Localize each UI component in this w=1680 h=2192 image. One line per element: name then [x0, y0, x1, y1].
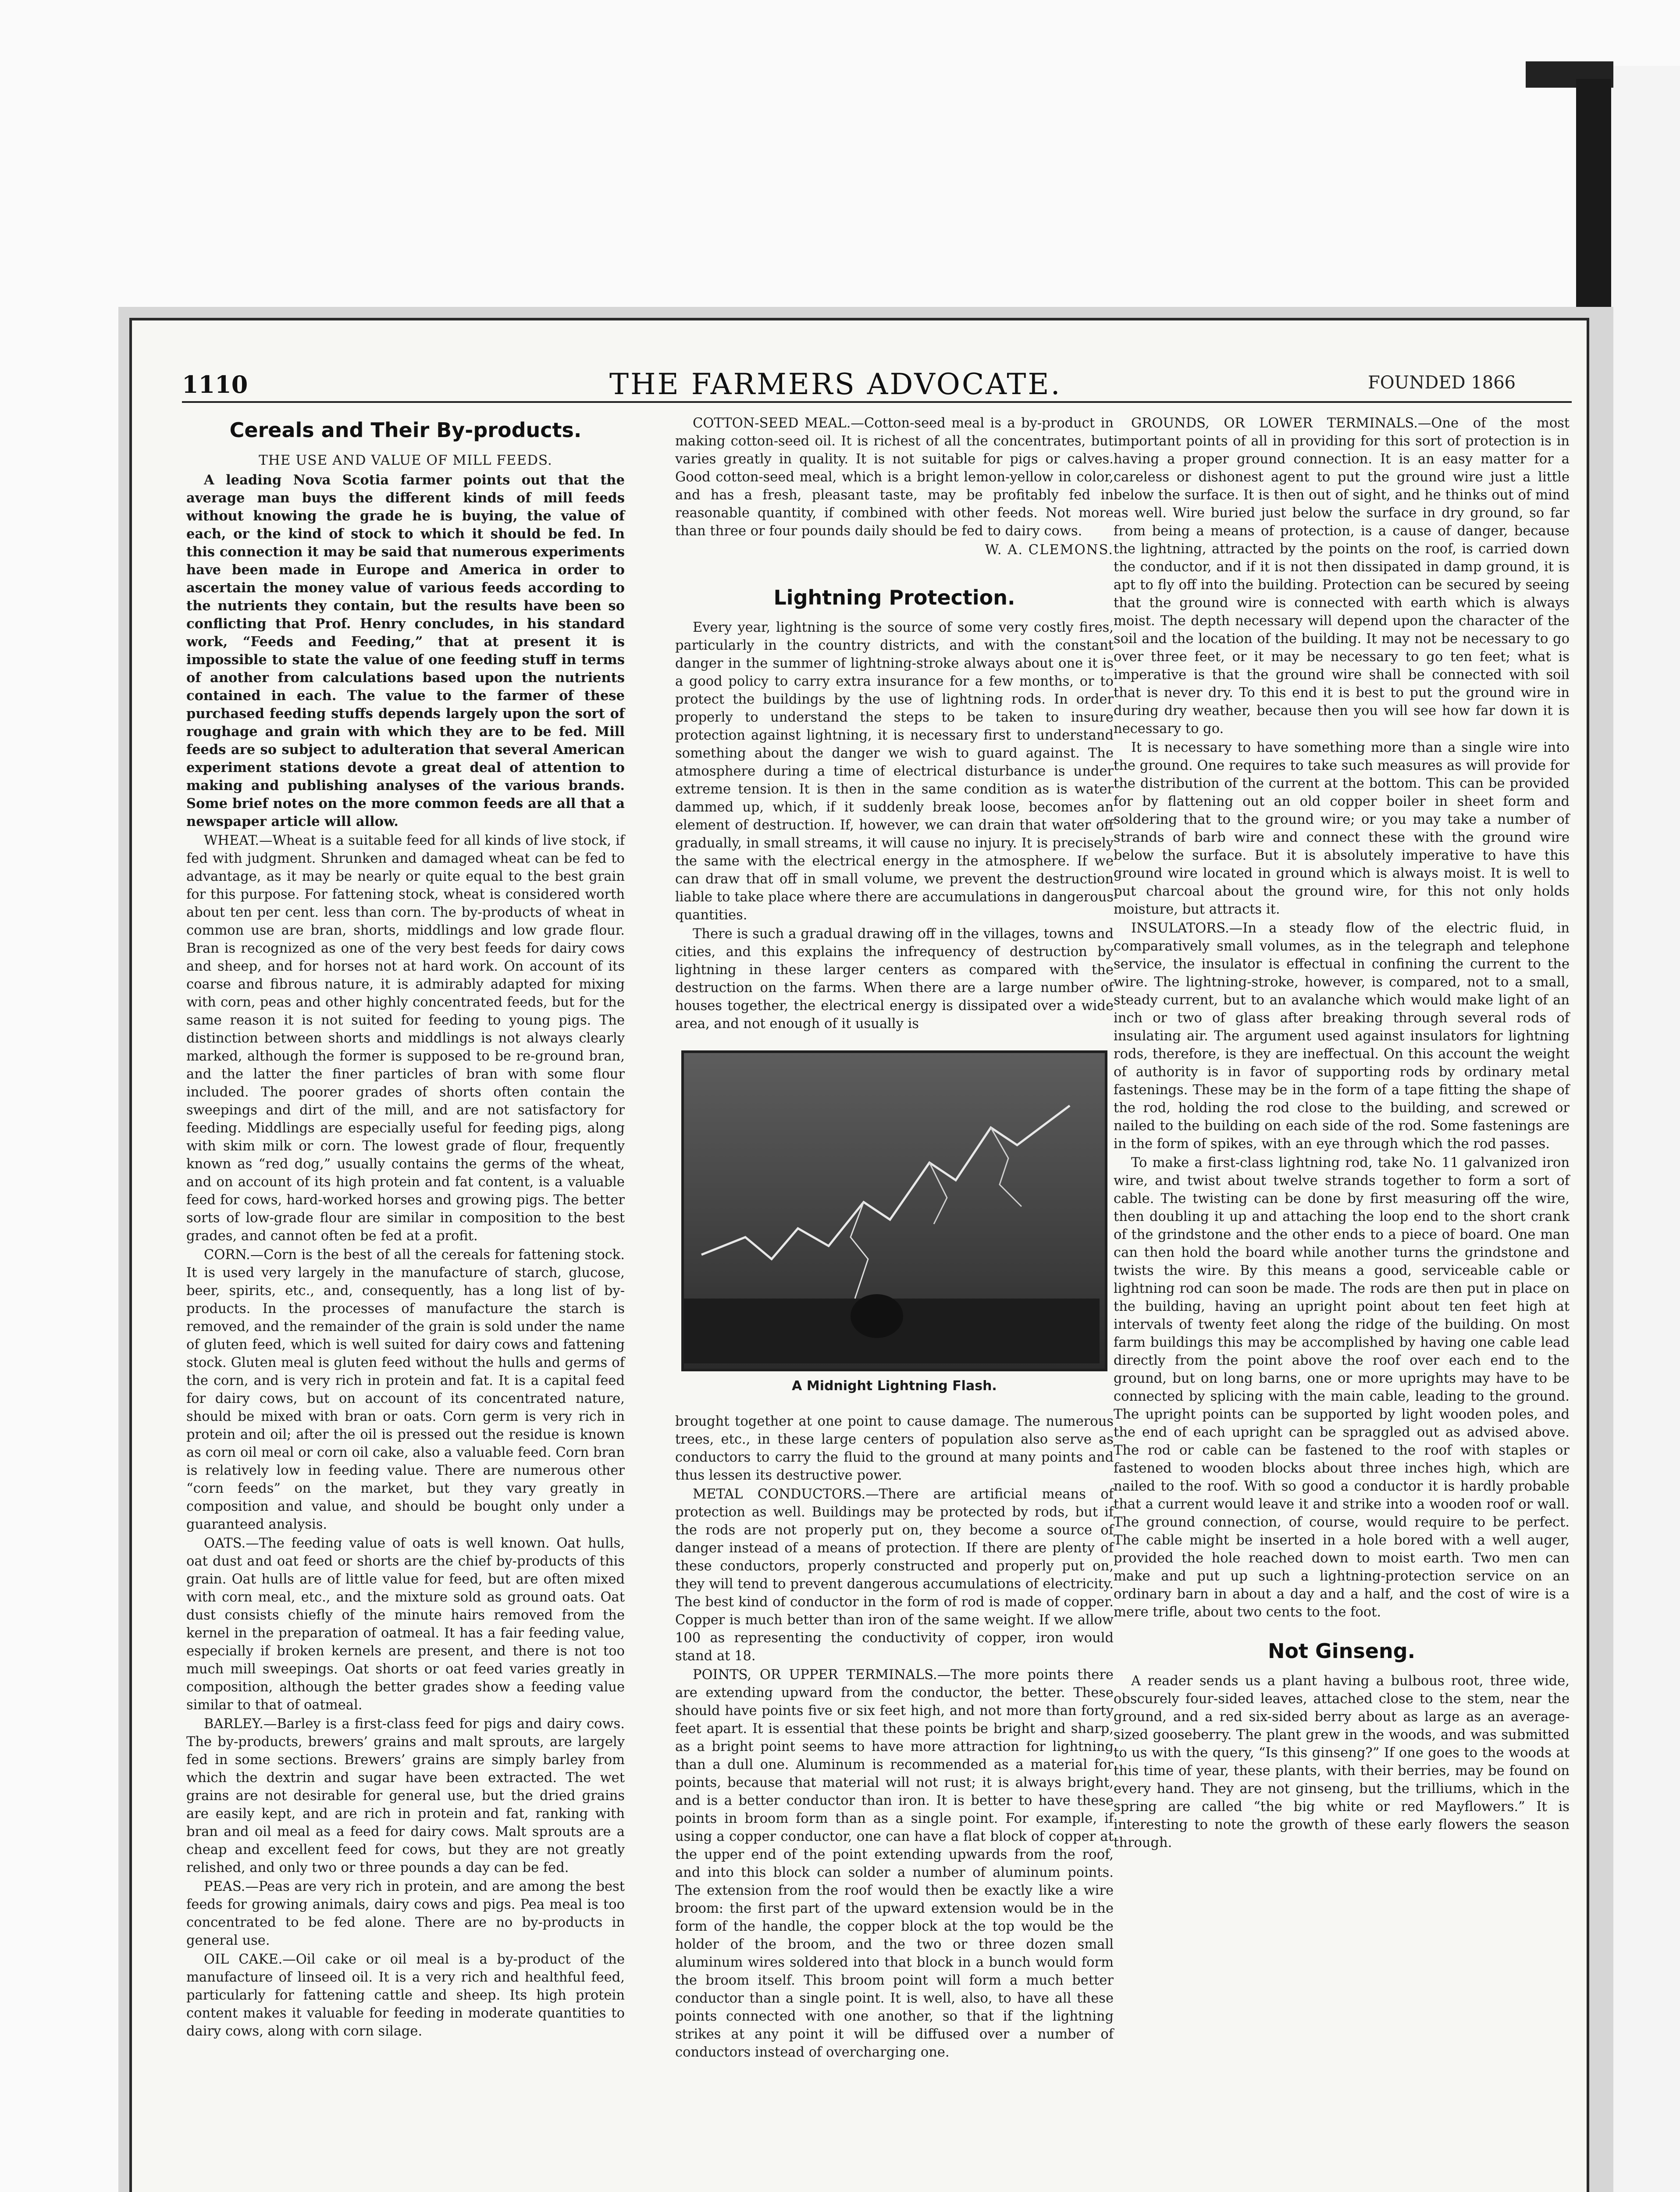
article-subtitle: THE USE AND VALUE OF MILL FEEDS. — [259, 452, 552, 468]
article-paragraph: POINTS, OR UPPER TERMINALS.—The more points there are extending upward from the conductor, the better. These should have points five or six feet high, and not more than forty feet apart. It is essential that these points be bright and sharp, as a bright point seems to have more attraction for lightning than a dull one. Aluminum is recommended as a material for points, because that material will not rust; it is always bright, and is a better conductor than iron. It is better to have these points in broom form than as a single point. For example, if using a copper conductor, one can have a flat block of copper at the upper end of the point extending upwards from the roof, and into this block can solder a number of aluminum points. The extension from the roof would then be exactly like a wire broom: the first part of the upward extension would be in the form of the handle, the copper block at the top would be the holder of the broom, and the two or three dozen small aluminum wires soldered into that block in a bunch would form the broom itself. This broom point will form a much better conductor than a single point. It is well, also, to have all these points connected with one another, so that if the lightning strikes at any point it will be diffused over a number of conductors instead of overcharging one. — [675, 1667, 1114, 2060]
article-paragraph: OIL CAKE.—Oil cake or oil meal is a by-product of the manufacture of linseed oil. It is a very rich and healthful feed, particularly for fattening cattle and sheep. Its high protein content makes it valuable for feeding in moderate quantities to dairy cows, along with corn silage. — [186, 1952, 625, 2039]
article-paragraph: BARLEY.—Barley is a first-class feed for pigs and dairy cows. The by-products, brewers’ grains and malt sprouts, are largely fed in some sections. Brewers’ grains are simply barley from which the dextrin and sugar have been extracted. The wet grains are not desirable for general use, but the dried grains are easily kept, and are rich in protein and fat, ranking with bran and oil meal as a feed for dairy cows. Malt sprouts are a cheap and excellent feed for cows, but they are not greatly relished, and only two or three pounds a day can be fed. — [186, 1716, 625, 1875]
article-signature: W. A. CLEMONS. — [985, 542, 1114, 558]
article-paragraph: To make a first-class lightning rod, take No. 11 galvanized iron wire, and twist about twelve strands together to form a sort of cable. The twisting can be done by first measuring off the wire, then doubling it up and attaching the loop end to the short crank of the grindstone and the other ends to a piece of board. One man can then hold the board while another turns the grindstone and twists the wire. By this means a good, serviceable cable or lightning rod can soon be made. The rods are then put in place on the building, having an upright point about ten feet high at intervals of twenty feet along the ridge of the building. On most farm buildings this may be accomplished by having one cable lead directly from the point above the roof over each end to the ground, but on long barns, one or more uprights may have to be connected by splicing with the main cable, leading to the ground. The upright points can be supported by light wooden poles, and the end of each upright can be spraggled out as advised above. The rod or cable can be fastened to the roof with staples or fastened to wooden blocks about three inches high, which are nailed to the roof. With so good a conductor it is hardly probable that a current would leave it and strike into a wooden roof or wall. The ground connection, of course, would require to be perfect. The cable might be inserted in a hole bored with a well auger, provided the hole reached down to moist earth. Two men can make and put up such a lightning-protection service on an ordinary barn in about a day and a half, and the cost of wire is a mere trifle, about two cents to the foot. — [1114, 1155, 1570, 1620]
column-2 — [675, 414, 1114, 2062]
article-paragraph: INSULATORS.—In a steady flow of the electric fluid, in comparatively small volumes, as in the telegraph and telephone service, the insulator is effectual in confining the current to the wire. The lightning-stroke, however, is compared, not to a small, steady current, but to an avalanche which would make light of an inch or two of glass after breaking through several rods of insulating air. The argument used against insulators for lightning rods, therefore, is they are ineffectual. On this account the weight of authority is in favor of supporting rods by ordinary metal fastenings. These may be in the form of a tape fitting the shape of the rod, holding the rod close to the building, and screwed or nailed to the building on each side of the rod. Some fastenings are in the form of spikes, with an eye through which the rod passes. — [1114, 921, 1570, 1152]
article-paragraph: There is such a gradual drawing off in the villages, towns and cities, and this explains the infrequency of destruction by lightning in these larger centers as compared with the destruction on the farms. When there are a large number of houses together, the electrical energy is dissipated over a wide area, and not enough of it usually is — [675, 926, 1114, 1032]
article-paragraph: brought together at one point to cause damage. The numerous trees, etc., in these large centers of population also serve as conductors to carry the fluid to the ground at many points and thus lessen its destructive power. — [675, 1414, 1114, 1483]
adjacent-page-strip — [1611, 66, 1680, 2192]
article-paragraph: It is necessary to have something more than a single wire into the ground. One requires to take such measures as will provide for the distribution of the current at the bottom. This can be provided for by flattening out an old copper boiler in sheet form and soldering that to the ground wire; or you may take a number of strands of barb wire and connect these with the ground wire below the surface. But it is absolutely imperative to have this ground wire located in ground which is always moist. It is well to put charcoal about the ground wire, for this not only holds moisture, but attracts it. — [1114, 740, 1570, 917]
lightning-bolt-icon — [684, 1053, 1100, 1363]
article-title-ginseng: Not Ginseng. — [1267, 1639, 1416, 1663]
article-paragraph: A reader sends us a plant having a bulbous root, three wide, obscurely four-sided leaves, attached close to the stem, near the ground, and a red six-sided berry about as large as an average-sized gooseberry. The plant grew in the woods, and was submitted to us with the query, “Is this ginseng?” If one goes to the woods at this time of year, these plants, with their berries, may be found on every hand. They are not ginseng, but the trilliums, which in the spring are called “the big white or red Mayflowers.” It is interesting to note the growth of these early flowers the season through. — [1114, 1673, 1570, 1850]
photo-caption: A Midnight Lightning Flash. — [792, 1378, 997, 1394]
journal-title: THE FARMERS ADVOCATE. — [609, 367, 1062, 401]
lightning-photo — [681, 1050, 1107, 1371]
article-paragraph: PEAS.—Peas are very rich in protein, and are among the best feeds for growing animals, dairy cows and pigs. Pea meal is too concentrated to be fed alone. There are no by-products in general use. — [186, 1879, 625, 1948]
column-1 — [186, 414, 625, 2041]
article-paragraph: A leading Nova Scotia farmer points out that the average man buys the different kinds of mill feeds without knowing the grade he is buying, the value of each, or the kind of stock to which it should be fed. In this connection it may be said that numerous experiments have been made in Europe and America in order to ascertain the money value of various feeds according to the nutrients they contain, but the results have been so conflicting that Prof. Henry concludes, in his standard work, “Feeds and Feeding,” that at present it is impossible to state the value of one feeding stuff in terms of another from calculations based upon the nutrients contained in each. The value to the farmer of these purchased feeding stuffs depends largely upon the sort of roughage and grain with which they are to be fed. Mill feeds are so subject to adulteration that several American experiment stations devote a great deal of attention to making and publishing analyses of the various brands. Some brief notes on the more common feeds are all that a newspaper article will allow. — [186, 472, 625, 829]
article-title-lightning: Lightning Protection. — [773, 586, 1015, 609]
article-paragraph: Every year, lightning is the source of some very costly fires, particularly in the country districts, and with the constant danger in the summer of lightning-stroke always about one it is a good policy to carry extra insurance for a few months, or to protect the buildings by the use of lightning rods. In order properly to understand the steps to be taken to insure protection against lightning, it is necessary first to understand something about the danger we wish to guard against. The atmosphere during a time of electrical disturbance is under extreme tension. It is then in the same condition as is water dammed up, which, if it suddenly break loose, becomes an element of destruction. If, however, we can drain that water off gradually, in small streams, it will cause no injury. It is precisely the same with the electrical energy in the atmosphere. If we can draw that off in small volume, we prevent the destruction liable to take place where there are accumulations in dangerous quantities. — [675, 620, 1114, 923]
article-paragraph: GROUNDS, OR LOWER TERMINALS.—One of the most important points of all in providing for this sort of protection is in having a proper ground connection. It is an easy matter for a careless or dishonest agent to put the ground wire just a little below the surface. It is then out of sight, and he thinks out of mind as well. Wire buried just below the surface in dry ground, so far from being a means of protection, is a cause of danger, because the lightning, attracted by the points on the roof, is carried down the conductor, and if it is not then dissipated in damp ground, it is apt to fly off into the building. Protection can be secured by seeing that the ground wire is connected with earth which is always moist. The depth necessary will depend upon the character of the soil and the location of the building. It may not be necessary to go over three feet, or it may be necessary to go ten feet; what is imperative is that the ground wire shall be connected with soil that is never dry. To this end it is best to put the ground wire in during dry weather, because then you will see how far down it is necessary to go. — [1114, 416, 1570, 737]
article-paragraph: WHEAT.—Wheat is a suitable feed for all kinds of live stock, if fed with judgment. Shrunken and damaged wheat can be fed to advantage, as it may be nearly or quite equal to the best grain for this purpose. For fattening stock, wheat is considered worth about ten per cent. less than corn. The by-products of wheat in common use are bran, shorts, middlings and low grade flour. Bran is recognized as one of the very best feeds for dairy cows and sheep, and for horses not at hard work. On account of its coarse and fibrous nature, it is admirably adapted for mixing with corn, peas and other highly concentrated feeds, but for the same reason it is not suited for feeding to young pigs. The distinction between shorts and middlings is not always clearly marked, although the former is supposed to be re-ground bran, and the latter the finer particles of bran with some flour included. The poorer grades of shorts often contain the sweepings and dirt of the mill, and are not satisfactory for feeding. Middlings are especially useful for feeding pigs, along with skim milk or corn. The lowest grade of flour, frequently known as “red dog,” usually contains the germs of the wheat, and on account of its high protein and fat content, is a valuable feed for cows, hard-worked horses and growing pigs. The better sorts of low-grade flour are similar in composition to the best grades, and cannot often be fed at a profit. — [186, 833, 625, 1244]
article-paragraph: COTTON-SEED MEAL.—Cotton-seed meal is a by-product in making cotton-seed oil. It is richest of all the concentrates, but varies greatly in quality. It is not suitable for pigs or calves. Good cotton-seed meal, which is a bright lemon-yellow in color, and has a fresh, pleasant taste, may be profitably fed in reasonable quantity, if combined with other feeds. Not more than three or four pounds daily should be fed to dairy cows. — [675, 416, 1114, 539]
founded-line: FOUNDED 1866 — [1368, 373, 1516, 393]
page-number: 1110 — [182, 370, 248, 399]
article-title-cereals: Cereals and Their By-products. — [229, 418, 582, 442]
article-paragraph: OATS.—The feeding value of oats is well known. Oat hulls, oat dust and oat feed or shorts are the chief by-products of this grain. Oat hulls are of little value for feed, but are often mixed with corn meal, etc., and the mixture sold as ground oats. Oat dust consists chiefly of the minute hairs removed from the kernel in the preparation of oatmeal. It has a fair feeding value, especially if broken kernels are present, and there is not too much mill sweepings. Oat shorts or oat feed varies greatly in composition, although the better grades show a feeding value similar to that of oatmeal. — [186, 1536, 625, 1713]
column-3 — [1114, 414, 1570, 1853]
article-paragraph: CORN.—Corn is the best of all the cereals for fattening stock. It is used very largely in the manufacture of starch, glucose, beer, spirits, etc., and, consequently, has a long list of by-products. In the processes of manufacture the starch is removed, and the remainder of the grain is sold under the name of gluten feed, which is well suited for dairy cows and fattening stock. Gluten meal is gluten feed without the hulls and germs of the corn, and is very rich in protein and fat. It is a capital feed for dairy cows, but on account of its concentrated nature, should be mixed with bran or oats. Corn germ is very rich in protein and oil; after the oil is pressed out the residue is known as corn oil meal or corn oil cake, also a valuable feed. Corn bran is relatively low in feeding value. There are numerous other “corn feeds” on the market, but they vary greatly in composition and value, and should be bought only under a guaranteed analysis. — [186, 1247, 625, 1532]
header-rule — [182, 401, 1572, 403]
article-paragraph: METAL CONDUCTORS.—There are artificial means of protection as well. Buildings may be protected by rods, but if the rods are not properly put on, they become a source of danger instead of a means of protection. If there are plenty of these conductors, properly constructed and properly put on, they will tend to prevent dangerous accumulations of electricity. The best kind of conductor in the form of rod is made of copper. Copper is much better than iron of the same weight. If we allow 100 as representing the conductivity of copper, iron would stand at 18. — [675, 1487, 1114, 1664]
